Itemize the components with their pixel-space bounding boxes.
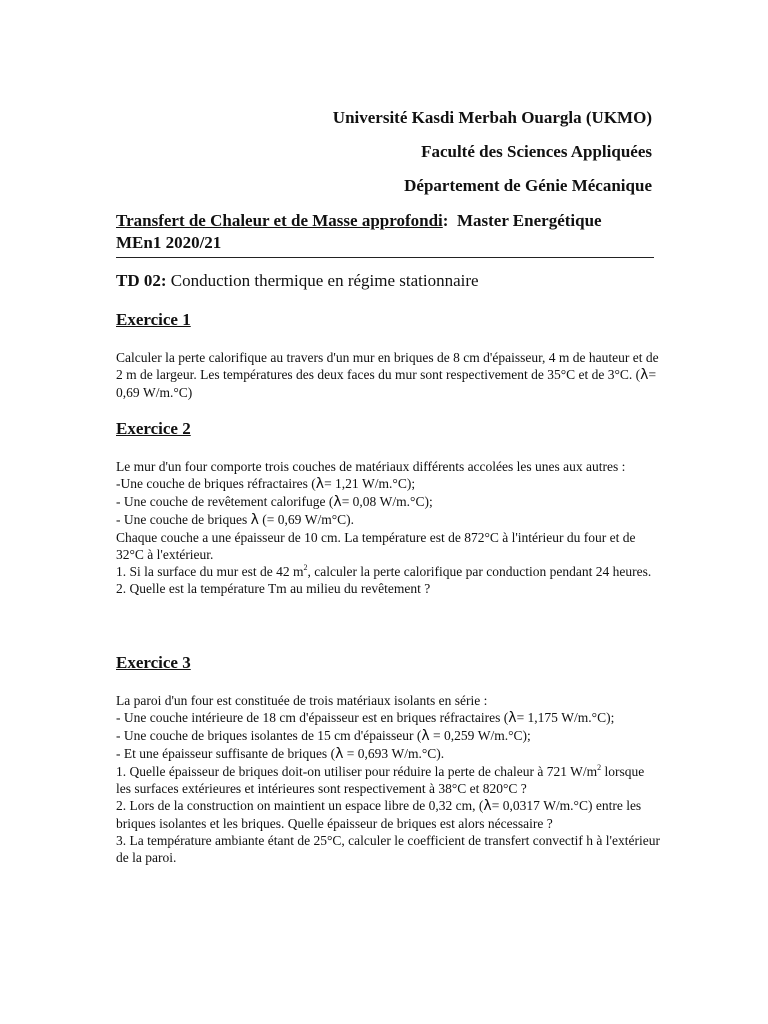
text-segment: - Une couche de briques isolantes de 15 cm d'épaisseur ( [116,728,422,743]
exercise-3-line [116,709,662,727]
text-segment: La paroi d'un four est constituée de trois matériaux isolants en série : [116,693,488,708]
text-segment: - Une couche intérieure de 18 cm d'épaisseur est en briques réfractaires ( [116,710,509,725]
text-segment: , calculer la perte calorifique par conduction pendant 24 heures. [307,564,652,579]
exercise-3-line [116,832,662,866]
text-segment: = 0,08 W/m.°C); [341,494,433,509]
superscript-exponent: 2 [303,563,308,572]
text-segment: 2. Lors de la construction on maintient un espace libre de 0,32 cm, ( [116,798,484,813]
exercise-2-line [116,563,662,580]
lambda-symbol: λ [315,476,325,492]
text-segment: 1. Quelle épaisseur de briques doit-on utiliser pour réduire la perte de chaleur à 721 W/m [116,764,598,779]
exercise-1-title: Exercice 1 [116,310,191,329]
exercise-2-body [116,458,662,597]
text-segment: 2. Quelle est la température Tm au milieu du revêtement ? [116,581,431,596]
course-heading [116,210,656,254]
exercise-3-line [116,763,662,797]
text-segment: lorsque les surfaces extérieures et intérieures sont respectivement à 38°C et 820°C ? [116,764,645,796]
lambda-symbol: λ [640,367,649,383]
text-segment: = 1,175 W/m.°C); [516,710,615,725]
text-segment: Le mur d'un four comporte trois couches de matériaux différents accolées les unes aux autres : [116,459,626,474]
university-name: Université Kasdi Merbah Ouargla (UKMO) [332,108,652,127]
exercise-2-line [116,475,662,493]
text-segment: = 0,0317 W/m.°C) entre les briques isolantes et les briques. Quelle épaisseur de briques est alors nécessaire ? [116,798,642,831]
lambda-symbol: λ [335,746,344,762]
exercise-3-body [116,692,662,866]
exercise-3-title: Exercice 3 [116,653,191,672]
exercise-2-title: Exercice 2 [116,419,191,438]
course-class-year: MEn1 2020/21 [116,233,222,252]
text-segment: = 1,21 W/m.°C); [324,476,416,491]
exercise-3-line [116,727,662,745]
exercise-1-line [116,349,662,401]
text-segment: - Et une épaisseur suffisante de briques ( [116,746,336,761]
lambda-symbol: λ [421,728,430,744]
text-segment: - Une couche de revêtement calorifuge ( [116,494,334,509]
text-segment: (= 0,69 W/m°C). [258,512,355,527]
exercise-2-line [116,511,662,529]
td-subject: Conduction thermique en régime stationnaire [166,271,479,290]
text-segment: 3. La température ambiante étant de 25°C, calculer le coefficient de transfert convectif h à l'extérieur de la paroi. [116,833,660,865]
exercise-3-line [116,745,662,763]
course-title: Transfert de Chaleur et de Masse approfondi [116,211,443,230]
exercise-3-line [116,692,662,709]
exercise-2-line [116,458,662,475]
text-segment: Calculer la perte calorifique au travers d'un mur en briques de 8 cm d'épaisseur, 4 m de hauteur et de 2 m de largeur. Les températures des deux faces du mur sont respectivement de 35°C et de 3°C. ( [116,350,659,382]
lambda-symbol: λ [483,798,492,814]
text-segment: = 0,693 W/m.°C). [343,746,445,761]
lambda-symbol: λ [508,710,517,726]
text-segment: -Une couche de briques réfractaires ( [116,476,316,491]
exercise-2-line [116,580,662,597]
department-name: Département de Génie Mécanique [404,176,652,195]
td-label: TD 02: [116,271,167,290]
exercise-1-body [116,349,662,401]
course-separator: : [442,211,449,230]
lambda-symbol: λ [333,494,342,510]
text-segment: = 0,69 W/m.°C) [116,367,657,400]
exercise-3-line [116,797,662,832]
text-segment: - Une couche de briques [116,512,251,527]
superscript-exponent: 2 [597,763,602,772]
text-segment: Chaque couche a une épaisseur de 10 cm. La température est de 872°C à l'intérieur du four et de 32°C à l'extérieur. [116,530,636,562]
exercise-2-line [116,493,662,511]
course-program: Master Energétique [448,211,602,230]
exercise-2-line [116,529,662,563]
text-segment: 1. Si la surface du mur est de 42 m [116,564,304,579]
faculty-name: Faculté des Sciences Appliquées [421,142,652,161]
td-heading [116,270,479,292]
header-divider [116,257,654,258]
lambda-symbol: λ [250,512,259,528]
text-segment: = 0,259 W/m.°C); [429,728,531,743]
